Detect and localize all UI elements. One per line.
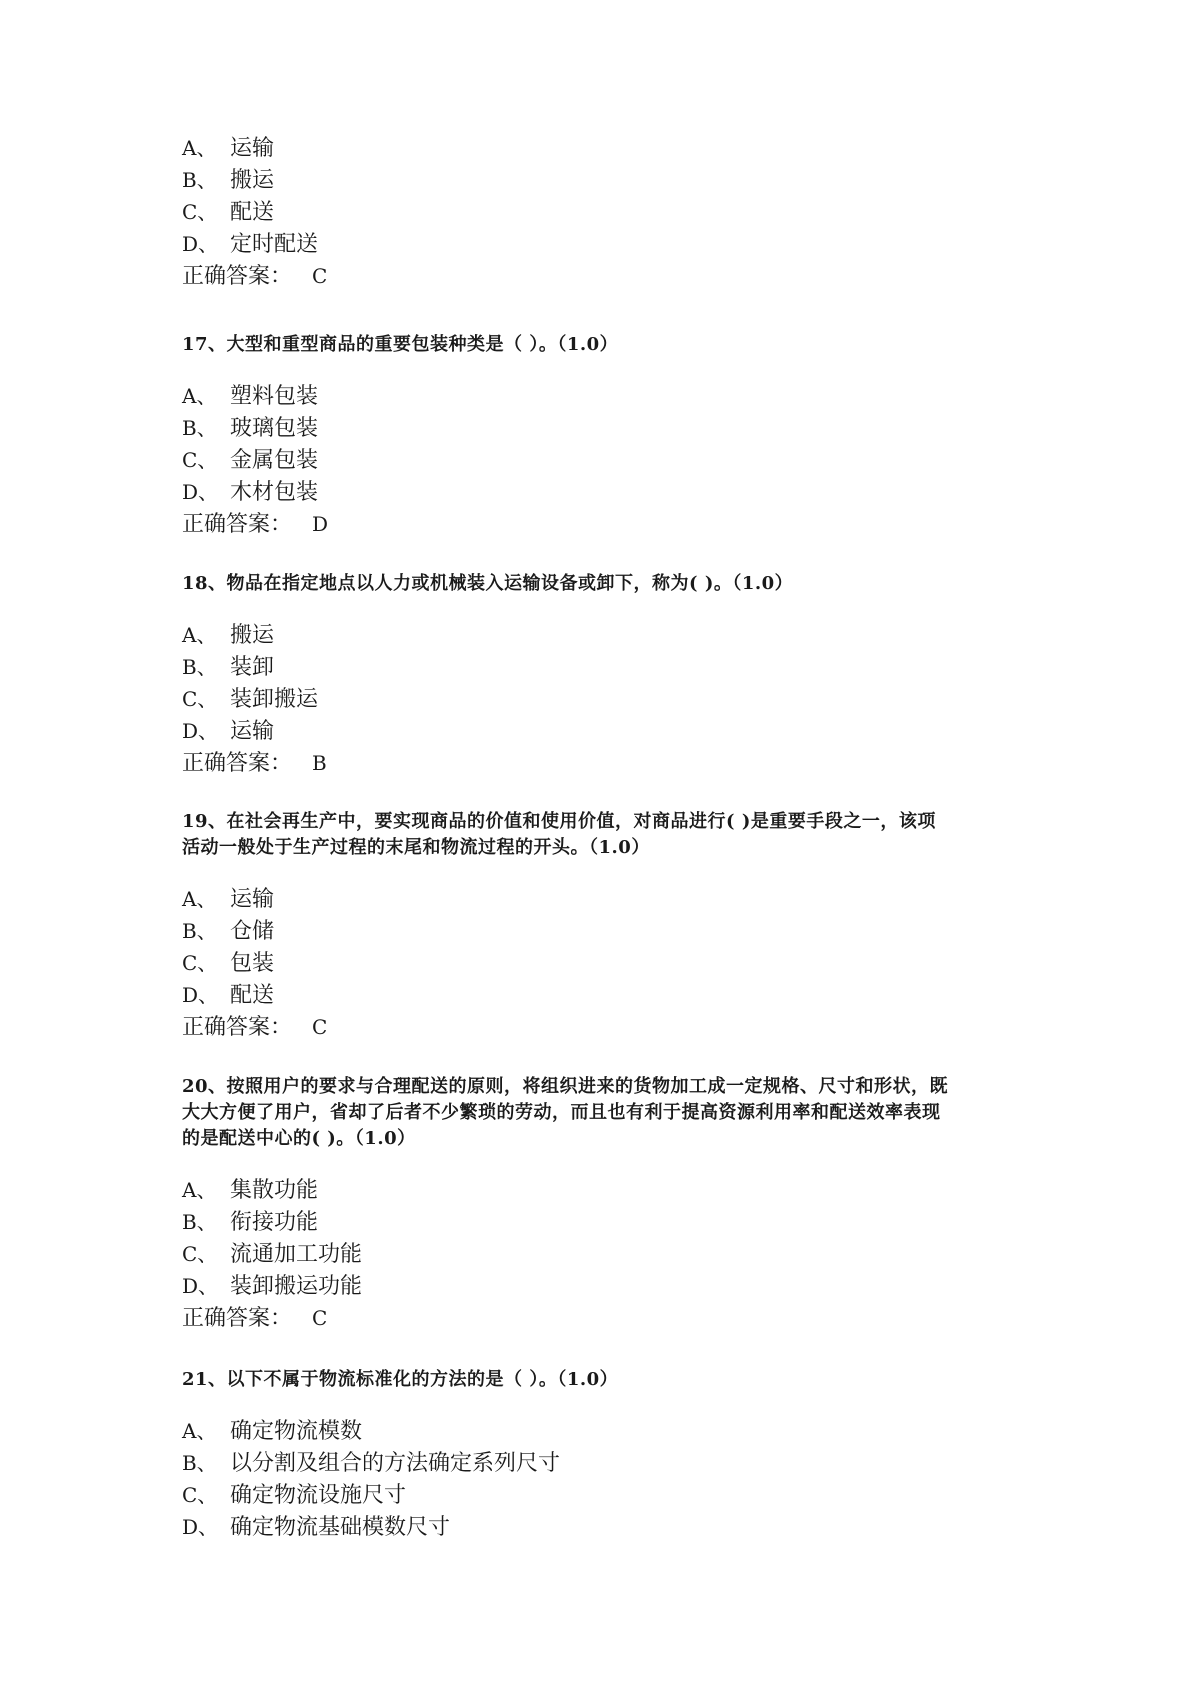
option-letter: D、 (182, 719, 219, 743)
option-text: 金属包装 (230, 448, 319, 473)
option-a (182, 1415, 1042, 1447)
option-letter: B、 (182, 168, 217, 192)
option-letter: D、 (182, 480, 219, 504)
question-title-line: 20、按照用户的要求与合理配送的原则，将组织进来的货物加工成一定规格、尺寸和形状，既 (182, 1076, 949, 1097)
option-text: 运输 (230, 136, 275, 161)
option-letter: A、 (182, 887, 217, 911)
option-c (182, 1238, 1042, 1270)
option-letter: A、 (182, 136, 217, 160)
correct-answer (182, 1302, 1042, 1334)
option-text: 搬运 (230, 168, 275, 193)
option-a (182, 380, 1042, 412)
option-b (182, 164, 1042, 196)
option-d (182, 1270, 1042, 1302)
question-title: 17、大型和重型商品的重要包装种类是（ ）。（1.0） (182, 334, 619, 355)
correct-answer (182, 508, 1042, 540)
option-letter: D、 (182, 983, 219, 1007)
option-c (182, 947, 1042, 979)
option-c (182, 444, 1042, 476)
option-letter: A、 (182, 384, 217, 408)
option-text: 塑料包装 (230, 384, 319, 409)
answer-label: 正确答案： (182, 1306, 293, 1331)
answer-label: 正确答案： (182, 751, 293, 776)
option-letter: D、 (182, 1515, 219, 1539)
option-text: 运输 (230, 887, 275, 912)
options-list (182, 1415, 1042, 1543)
option-letter: B、 (182, 416, 217, 440)
answer-label: 正确答案： (182, 512, 293, 537)
option-text: 装卸搬运功能 (230, 1274, 363, 1299)
option-text: 搬运 (230, 623, 275, 648)
option-a (182, 619, 1042, 651)
question-21 (182, 1367, 1042, 1543)
option-letter: D、 (182, 1274, 219, 1298)
option-text: 集散功能 (230, 1178, 319, 1203)
answer-label: 正确答案： (182, 264, 293, 289)
option-letter: A、 (182, 1419, 217, 1443)
question-18 (182, 571, 1042, 779)
option-b (182, 412, 1042, 444)
option-d (182, 979, 1042, 1011)
option-text: 定时配送 (230, 232, 319, 257)
answer-value: D (312, 512, 329, 536)
option-c (182, 196, 1042, 228)
option-text: 流通加工功能 (230, 1242, 363, 1267)
option-text: 以分割及组合的方法确定系列尺寸 (230, 1451, 561, 1476)
option-letter: B、 (182, 1210, 217, 1234)
option-letter: B、 (182, 655, 217, 679)
option-letter: D、 (182, 232, 219, 256)
correct-answer (182, 747, 1042, 779)
option-text: 装卸 (230, 655, 275, 680)
option-b (182, 1206, 1042, 1238)
question-20 (182, 1074, 1042, 1334)
option-letter: C、 (182, 1242, 218, 1266)
option-a (182, 883, 1042, 915)
correct-answer (182, 1011, 1042, 1043)
option-c (182, 683, 1042, 715)
option-letter: C、 (182, 1483, 218, 1507)
question-title-line: 19、在社会再生产中，要实现商品的价值和使用价值，对商品进行( )是重要手段之一，该项 (182, 811, 936, 832)
option-letter: C、 (182, 687, 218, 711)
option-text: 确定物流设施尺寸 (230, 1483, 407, 1508)
option-text: 装卸搬运 (230, 687, 319, 712)
options-list (182, 883, 1042, 1043)
question-19 (182, 809, 1042, 1043)
option-b (182, 651, 1042, 683)
option-text: 配送 (230, 200, 275, 225)
option-text: 包装 (230, 951, 275, 976)
question-title: 18、物品在指定地点以人力或机械装入运输设备或卸下，称为( )。（1.0） (182, 573, 794, 594)
option-a (182, 1174, 1042, 1206)
option-letter: B、 (182, 1451, 217, 1475)
question-17 (182, 332, 1042, 540)
question-title-line: 大大方便了用户，省却了后者不少繁琐的劳动，而且也有利于提高资源利用率和配送效率表现 (182, 1102, 941, 1123)
answer-value: C (312, 1306, 328, 1330)
option-text: 确定物流模数 (230, 1419, 363, 1444)
option-letter: C、 (182, 951, 218, 975)
option-b (182, 915, 1042, 947)
option-d (182, 228, 1042, 260)
option-c (182, 1479, 1042, 1511)
option-text: 运输 (230, 719, 275, 744)
option-text: 确定物流基础模数尺寸 (230, 1515, 451, 1540)
option-d (182, 1511, 1042, 1543)
option-d (182, 715, 1042, 747)
options-list (182, 1174, 1042, 1334)
option-letter: B、 (182, 919, 217, 943)
option-letter: C、 (182, 448, 218, 472)
question-title-line: 的是配送中心的( )。（1.0） (182, 1128, 416, 1149)
option-text: 木材包装 (230, 480, 319, 505)
option-letter: A、 (182, 623, 217, 647)
answer-value: C (312, 1015, 328, 1039)
question-title: 21、以下不属于物流标准化的方法的是（ ）。（1.0） (182, 1369, 619, 1390)
answer-label: 正确答案： (182, 1015, 293, 1040)
answer-value: C (312, 264, 328, 288)
option-letter: A、 (182, 1178, 217, 1202)
option-text: 配送 (230, 983, 275, 1008)
option-text: 玻璃包装 (230, 416, 319, 441)
option-b (182, 1447, 1042, 1479)
answer-value: B (312, 751, 327, 775)
options-list (182, 380, 1042, 540)
option-text: 衔接功能 (230, 1210, 319, 1235)
options-list (182, 619, 1042, 779)
options-list (182, 132, 1042, 292)
correct-answer (182, 260, 1042, 292)
option-d (182, 476, 1042, 508)
option-letter: C、 (182, 200, 218, 224)
question-16-continued (182, 132, 1042, 292)
option-text: 仓储 (230, 919, 275, 944)
option-a (182, 132, 1042, 164)
question-title-line: 活动一般处于生产过程的末尾和物流过程的开头。（1.0） (182, 837, 650, 858)
